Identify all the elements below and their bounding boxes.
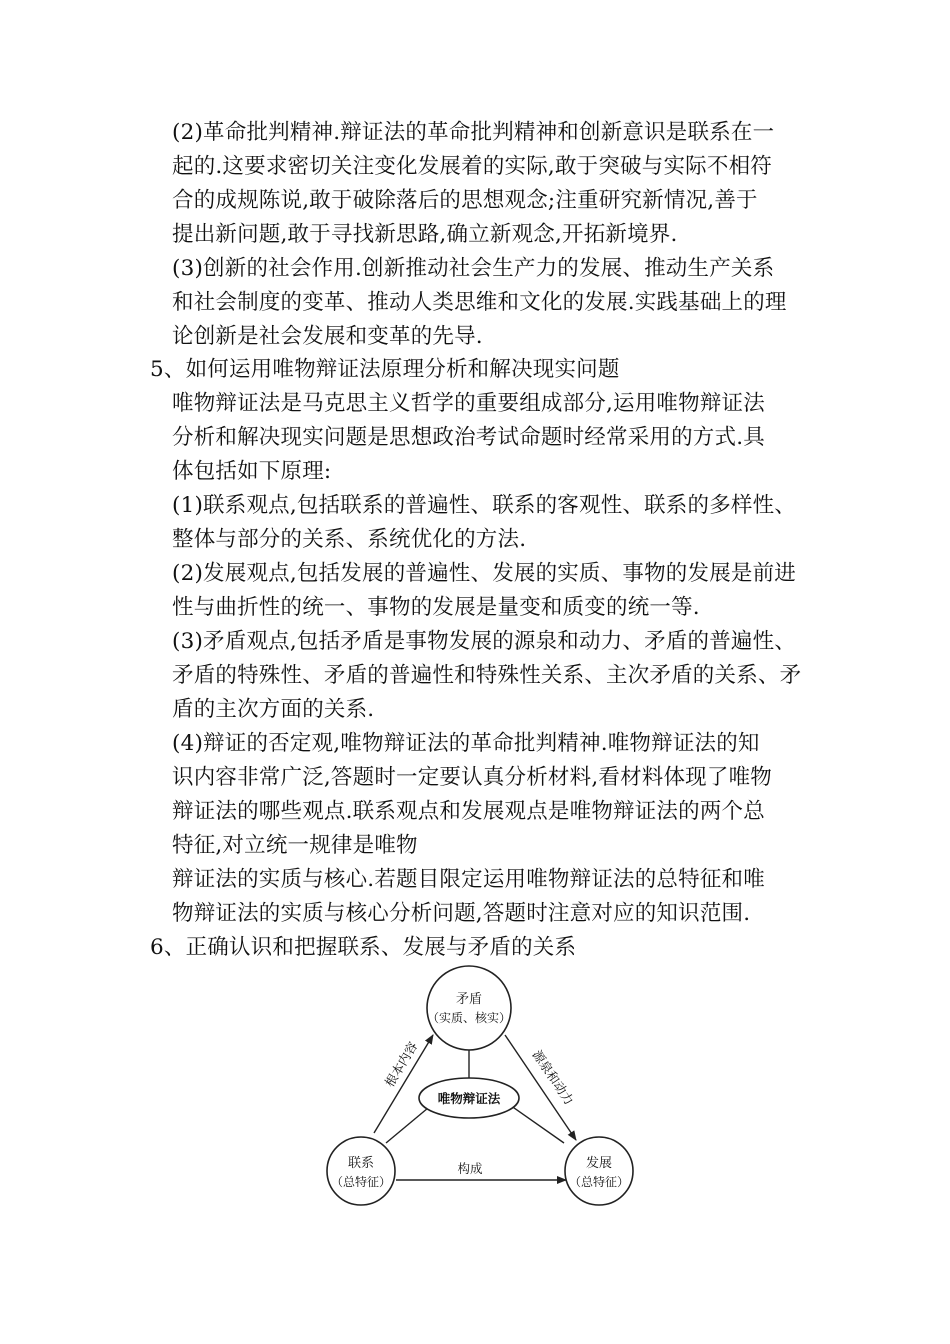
- paragraph-line: 整体与部分的关系、系统优化的方法.: [172, 527, 527, 552]
- paragraph-line: 论创新是社会发展和变革的先导.: [172, 324, 483, 349]
- paragraph-line: (3)矛盾观点,包括矛盾是事物发展的源泉和动力、矛盾的普遍性、: [172, 629, 796, 654]
- node-fazhan-subtitle: （总特征）: [568, 1175, 630, 1189]
- section-heading-6: 6、正确认识和把握联系、发展与矛盾的关系: [150, 935, 577, 960]
- label-fundamental-content: 根本内容: [381, 1038, 421, 1090]
- node-center-label: 唯物辩证法: [437, 1091, 501, 1106]
- paragraph-line: 盾的主次方面的关系.: [172, 697, 375, 722]
- label-source-and-motive: 源泉和动力: [529, 1047, 577, 1108]
- paragraph-line: (1)联系观点,包括联系的普遍性、联系的客观性、联系的多样性、: [172, 493, 796, 518]
- node-maodun-subtitle: （实质、核实）: [426, 1011, 512, 1025]
- paragraph-line: 和社会制度的变革、推动人类思维和文化的发展.实践基础上的理: [172, 290, 787, 315]
- node-maodun: [427, 966, 511, 1050]
- node-fazhan: [565, 1137, 633, 1205]
- paragraph-line: 性与曲折性的统一、事物的发展是量变和质变的统一等.: [172, 595, 700, 620]
- node-fazhan-title: 发展: [585, 1156, 613, 1171]
- paragraph-line: 识内容非常广泛,答题时一定要认真分析材料,看材料体现了唯物: [172, 765, 772, 790]
- paragraph-line: 物辩证法的实质与核心分析问题,答题时注意对应的知识范围.: [172, 901, 751, 926]
- paragraph-line: 辩证法的实质与核心.若题目限定运用唯物辩证法的总特征和唯: [172, 867, 765, 892]
- paragraph-line: 合的成规陈说,敢于破除落后的思想观念;注重研究新情况,善于: [172, 188, 758, 213]
- paragraph-line: 辩证法的哪些观点.联系观点和发展观点是唯物辩证法的两个总: [172, 799, 765, 824]
- paragraph-line: (3)创新的社会作用.创新推动社会生产力的发展、推动生产关系: [172, 256, 775, 281]
- dialectics-relationship-diagram: [300, 958, 660, 1218]
- node-maodun-title: 矛盾: [455, 992, 483, 1007]
- paragraph-line: 体包括如下原理:: [172, 459, 332, 484]
- paragraph-line: 唯物辩证法是马克思主义哲学的重要组成部分,运用唯物辩证法: [172, 391, 765, 416]
- paragraph-line: (2)发展观点,包括发展的普遍性、发展的实质、事物的发展是前进: [172, 561, 796, 586]
- node-lianxi-subtitle: （总特征）: [330, 1175, 392, 1189]
- paragraph-line: 起的.这要求密切关注变化发展着的实际,敢于突破与实际不相符: [172, 154, 772, 179]
- node-lianxi: [327, 1137, 395, 1205]
- section-heading-5: 5、如何运用唯物辩证法原理分析和解决现实问题: [150, 357, 620, 382]
- paragraph-line: 特征,对立统一规律是唯物: [172, 833, 418, 858]
- paragraph-line: (2)革命批判精神.辩证法的革命批判精神和创新意识是联系在一: [172, 120, 775, 145]
- paragraph-line: 矛盾的特殊性、矛盾的普遍性和特殊性关系、主次矛盾的关系、矛: [172, 663, 802, 688]
- node-lianxi-title: 联系: [347, 1156, 375, 1171]
- paragraph-line: 分析和解决现实问题是思想政治考试命题时经常采用的方式.具: [172, 425, 765, 450]
- paragraph-line: (4)辩证的否定观,唯物辩证法的革命批判精神.唯物辩证法的知: [172, 731, 760, 756]
- label-constitutes: 构成: [457, 1161, 483, 1176]
- paragraph-line: 提出新问题,敢于寻找新思路,确立新观念,开拓新境界.: [172, 222, 678, 247]
